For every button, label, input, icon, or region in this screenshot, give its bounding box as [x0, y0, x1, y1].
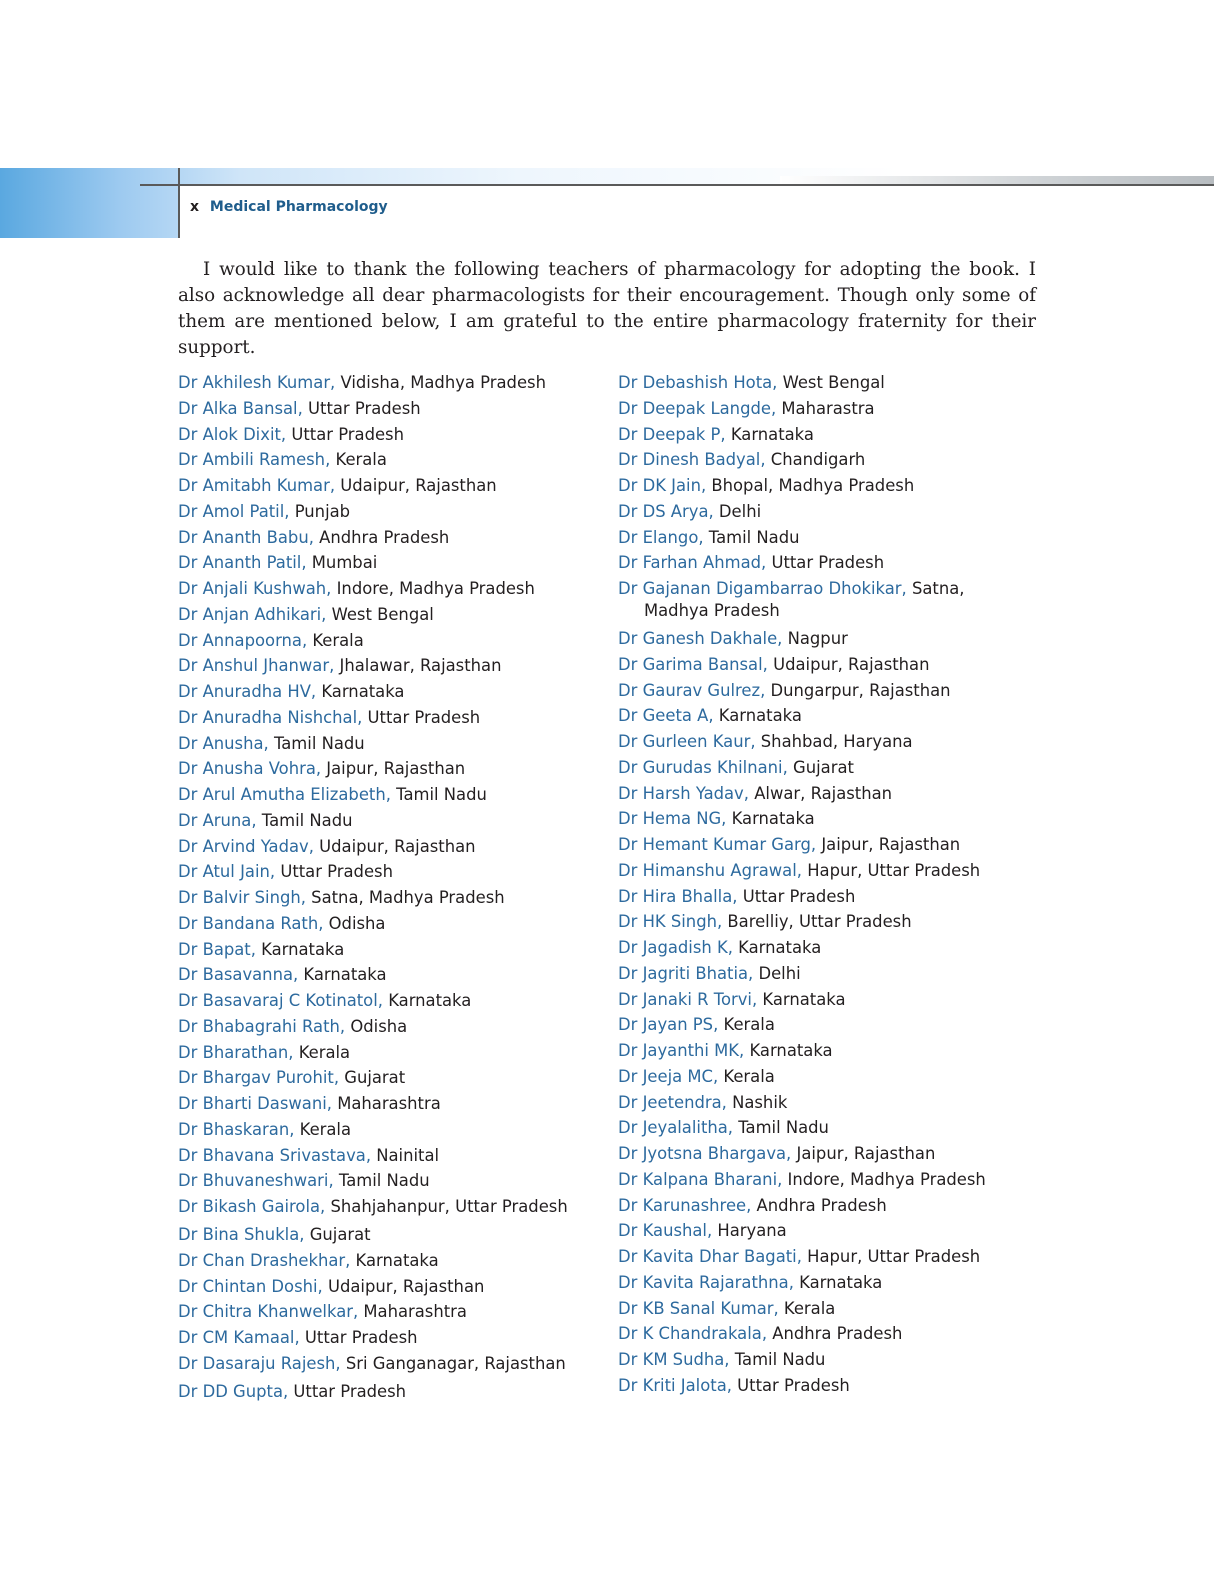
acknowledgement-entry [178, 808, 579, 834]
teacher-location: Chandigarh [765, 450, 866, 470]
teacher-name: Dr Kaushal, [618, 1221, 713, 1241]
acknowledgement-entry [618, 703, 1019, 729]
acknowledgement-entry [618, 858, 1019, 884]
acknowledgement-entry [178, 705, 579, 731]
teacher-name: Dr Jayanthi MK, [618, 1041, 745, 1060]
teacher-name: Dr Anusha Vohra, [178, 759, 322, 779]
teacher-location: West Bengal [777, 373, 885, 392]
teacher-location: Tamil Nadu [256, 810, 353, 830]
acknowledgement-entry [178, 602, 579, 628]
teacher-name: Dr Elango, [618, 527, 704, 547]
acknowledgement-entry [618, 422, 1019, 448]
teacher-location: Kerala [778, 1298, 836, 1318]
running-head [190, 199, 388, 215]
teacher-location: Vidisha, Madhya Pradesh [335, 373, 546, 392]
teacher-location: Karnataka [713, 706, 802, 726]
acknowledgement-entry [618, 576, 1019, 626]
teacher-location: Dungarpur, Rajasthan [765, 680, 951, 700]
teacher-location: Karnataka [757, 989, 846, 1009]
acknowledgement-entry [618, 652, 1019, 678]
teacher-name: Dr Himanshu Agrawal, [618, 860, 802, 880]
acknowledgement-entry [618, 1218, 1019, 1244]
right-column-list [618, 370, 1019, 1399]
acknowledgement-entry [618, 1167, 1019, 1193]
teacher-name: Dr Bhargav Purohit, [178, 1068, 340, 1088]
acknowledgement-entry [618, 626, 1019, 652]
teacher-location: Tamil Nadu [268, 733, 365, 753]
teacher-name: Dr Amol Patil, [178, 501, 290, 521]
teacher-name: Dr Anuradha Nishchal, [178, 707, 363, 727]
teacher-location: Tamil Nadu [729, 1350, 826, 1369]
teacher-name: Dr Amitabh Kumar, [178, 476, 336, 495]
teacher-location: Jaipur, Rajasthan [791, 1144, 936, 1163]
teacher-location: Haryana [712, 1221, 787, 1241]
teacher-name: Dr Janaki R Torvi, [618, 989, 758, 1009]
teacher-location: Kerala [718, 1015, 775, 1035]
acknowledgement-entry [178, 756, 579, 782]
acknowledgement-entry [618, 447, 1019, 473]
teacher-location: Karnataka [350, 1250, 439, 1270]
teacher-name: Dr Chintan Doshi, [178, 1276, 323, 1296]
acknowledgement-entry [618, 1244, 1019, 1270]
acknowledgement-entry [178, 834, 579, 860]
teacher-name: Dr Anshul Jhanwar, [178, 656, 335, 676]
teacher-name: Dr Dasaraju Rajesh, [178, 1353, 341, 1373]
teacher-location: Uttar Pradesh [288, 1381, 407, 1401]
teacher-location: Karnataka [732, 938, 822, 957]
teacher-name: Dr Debashish Hota, [618, 373, 778, 392]
intro-paragraph: I would like to thank the following teachers of pharmacology for adopting the book. I also acknowledge all dear pharmacologists for their encouragement. Though only some of them are mentioned below, I am grateful to the entire pharmacology fraternity for their support. [178, 259, 1036, 358]
teacher-location: Karnataka [726, 809, 815, 829]
teacher-name: Dr Jeetendra, [618, 1092, 727, 1112]
teacher-location: Uttar Pradesh [286, 424, 404, 444]
teacher-location: Jaipur, Rajasthan [816, 835, 961, 854]
teacher-location: Uttar Pradesh [731, 1375, 850, 1395]
acknowledgement-entry [618, 961, 1019, 987]
acknowledgement-entry [618, 935, 1019, 961]
teacher-name: Dr Bhavana Srivastava, [178, 1145, 372, 1165]
teacher-name: Dr DD Gupta, [178, 1381, 289, 1401]
teacher-location: Nainital [371, 1145, 440, 1165]
acknowledgement-entry [618, 525, 1019, 551]
teacher-name: Dr Hemant Kumar Garg, [618, 835, 817, 854]
acknowledgement-entry [618, 1064, 1019, 1090]
acknowledgement-entry [618, 678, 1019, 704]
teacher-location: West Bengal [326, 604, 434, 624]
teacher-name: Dr Akhilesh Kumar, [178, 373, 336, 392]
teacher-name: Dr Kavita Dhar Bagati, [618, 1247, 802, 1266]
teacher-name: Dr Anjan Adhikari, [178, 604, 327, 624]
teacher-location: Andhra Pradesh [751, 1195, 887, 1215]
acknowledgement-entry [618, 473, 1019, 499]
teacher-name: Dr Geeta A, [618, 706, 714, 726]
acknowledgement-entry [178, 1040, 579, 1066]
teacher-location: Kerala [330, 450, 387, 470]
teacher-name: Dr K Chandrakala, [618, 1324, 768, 1344]
teacher-location: Uttar Pradesh [275, 862, 393, 882]
acknowledgement-entry [178, 1351, 579, 1379]
teacher-location: Delhi [753, 963, 801, 983]
teacher-location: Hapur, Uttar Pradesh [802, 860, 981, 880]
teacher-location: Maharashtra [331, 1094, 441, 1113]
teacher-name: Dr Alka Bansal, [178, 398, 303, 418]
acknowledgement-entry [618, 1296, 1019, 1322]
acknowledgement-entry [618, 1038, 1019, 1064]
teacher-location: Satna, Madhya Pradesh [644, 579, 965, 620]
acknowledgement-entry [178, 962, 579, 988]
acknowledgement-entry [178, 1325, 579, 1351]
acknowledgement-entry [178, 370, 579, 396]
acknowledgement-entry [618, 755, 1019, 781]
acknowledgement-entry [178, 1168, 579, 1194]
teacher-name: Dr Anuradha HV, [178, 682, 317, 701]
acknowledgement-entry [178, 576, 579, 602]
acknowledgement-entry [618, 1347, 1019, 1373]
teacher-name: Dr Farhan Ahmad, [618, 553, 767, 573]
acknowledgement-entry [178, 885, 579, 911]
teacher-name: Dr Deepak P, [618, 424, 726, 444]
header-vertical-rule [178, 168, 180, 238]
acknowledgement-entry [618, 909, 1019, 935]
acknowledgement-entry [618, 832, 1019, 858]
acknowledgement-entry [618, 884, 1019, 910]
teacher-location: Tamil Nadu [733, 1118, 829, 1138]
teacher-location: Alwar, Rajasthan [748, 783, 893, 803]
teacher-name: Dr Jagriti Bhatia, [618, 963, 754, 983]
teacher-location: Andhra Pradesh [313, 527, 450, 547]
teacher-name: Dr Gajanan Digambarrao Dhokikar, [618, 579, 907, 598]
teacher-name: Dr Ambili Ramesh, [178, 450, 331, 470]
teacher-location: Maharastra [776, 398, 875, 418]
acknowledgement-entry [178, 396, 579, 422]
acknowledgement-entry [178, 782, 579, 808]
teacher-name: Dr Bhuvaneshwari, [178, 1171, 334, 1191]
acknowledgement-entry [178, 422, 579, 448]
teacher-location: Uttar Pradesh [362, 707, 481, 727]
teacher-location: Odisha [323, 913, 386, 933]
teacher-location: Gujarat [339, 1068, 406, 1088]
acknowledgement-entry [178, 988, 579, 1014]
teacher-location: Udaipur, Rajasthan [767, 654, 930, 674]
teacher-location: Karnataka [744, 1041, 833, 1060]
teacher-location: Uttar Pradesh [766, 553, 885, 573]
teacher-location: Uttar Pradesh [302, 398, 421, 418]
teacher-name: Dr Arvind Yadav, [178, 836, 314, 856]
acknowledgement-entry [618, 1090, 1019, 1116]
teacher-name: Dr Balvir Singh, [178, 888, 306, 907]
teacher-name: Dr Anusha, [178, 733, 269, 753]
teacher-name: Dr Aruna, [178, 810, 257, 830]
teacher-name: Dr Basavaraj C Kotinatol, [178, 991, 383, 1010]
teacher-name: Dr Hira Bhalla, [618, 886, 738, 906]
teacher-location: Punjab [289, 501, 351, 521]
acknowledgement-entry [178, 1065, 579, 1091]
acknowledgement-entry [178, 550, 579, 576]
teacher-location: Udaipur, Rajasthan [313, 836, 476, 856]
acknowledgement-entry [178, 473, 579, 499]
teacher-name: Dr Dinesh Badyal, [618, 450, 766, 470]
teacher-name: Dr Bharti Daswani, [178, 1094, 332, 1113]
acknowledgement-entry [618, 806, 1019, 832]
teacher-name: Dr Jeeja MC, [618, 1066, 719, 1086]
teacher-name: Dr Chitra Khanwelkar, [178, 1302, 359, 1322]
teacher-location: Bhopal, Madhya Pradesh [706, 476, 915, 495]
acknowledgement-entry [618, 1012, 1019, 1038]
teacher-location: Karnataka [725, 424, 814, 444]
teacher-location: Hapur, Uttar Pradesh [801, 1247, 981, 1266]
acknowledgement-entry [618, 1115, 1019, 1141]
teacher-location: Udaipur, Rajasthan [322, 1276, 485, 1296]
teacher-name: Dr Garima Bansal, [618, 654, 768, 674]
teacher-location: Karnataka [298, 965, 387, 985]
acknowledgement-entry [178, 937, 579, 963]
acknowledgement-entry [178, 911, 579, 937]
teacher-name: Dr Alok Dixit, [178, 424, 287, 444]
acknowledgement-entry [178, 525, 579, 551]
teacher-location: Maharashtra [358, 1302, 467, 1322]
teacher-location: Shahbad, Haryana [755, 732, 913, 751]
acknowledgement-entry [618, 1321, 1019, 1347]
acknowledgement-entry [618, 370, 1019, 396]
acknowledgement-entry [178, 1117, 579, 1143]
acknowledgement-entry [178, 1274, 579, 1300]
teacher-location: Shahjahanpur, Uttar Pradesh [325, 1197, 568, 1216]
teacher-name: Dr Bapat, [178, 939, 256, 959]
acknowledgement-entry [618, 396, 1019, 422]
header-rule [140, 184, 1214, 186]
teacher-name: Dr Ananth Patil, [178, 553, 307, 573]
acknowledgement-entry [618, 550, 1019, 576]
acknowledgement-entry [618, 1141, 1019, 1167]
teacher-location: Nagpur [782, 629, 848, 648]
teacher-location: Tamil Nadu [703, 527, 800, 547]
teacher-location: Gujarat [304, 1225, 371, 1244]
teacher-location: Uttar Pradesh [299, 1328, 418, 1347]
teacher-name: Dr Bandana Rath, [178, 913, 324, 933]
teacher-name: Dr Harsh Yadav, [618, 783, 749, 803]
acknowledgement-entry [178, 1299, 579, 1325]
teacher-location: Tamil Nadu [390, 785, 487, 804]
teacher-location: Kerala [293, 1042, 351, 1062]
teacher-name: Dr Chan Drashekhar, [178, 1250, 351, 1270]
teacher-name: Dr Anjali Kushwah, [178, 579, 332, 598]
teacher-location: Satna, Madhya Pradesh [305, 888, 505, 907]
acknowledgement-entry [178, 1143, 579, 1169]
teacher-location: Jaipur, Rajasthan [321, 759, 466, 779]
teacher-name: Dr KM Sudha, [618, 1350, 730, 1369]
teacher-name: Dr Deepak Langde, [618, 398, 777, 418]
teacher-name: Dr Gaurav Gulrez, [618, 680, 766, 700]
teacher-name: Dr Ganesh Dakhale, [618, 629, 783, 648]
teacher-name: Dr Jayan PS, [618, 1015, 719, 1035]
teacher-name: Dr Ananth Babu, [178, 527, 314, 547]
teacher-location: Jhalawar, Rajasthan [334, 656, 502, 676]
acknowledgement-entry [618, 1270, 1019, 1296]
teacher-name: Dr Annapoorna, [178, 630, 308, 650]
acknowledgement-entry [178, 1014, 579, 1040]
acknowledgement-entry [178, 447, 579, 473]
teacher-name: Dr Bina Shukla, [178, 1225, 305, 1244]
teacher-location: Karnataka [316, 682, 405, 701]
teacher-location: Uttar Pradesh [737, 886, 856, 906]
teacher-location: Kerala [307, 630, 364, 650]
teacher-name: Dr Kavita Rajarathna, [618, 1272, 794, 1292]
teacher-location: Indore, Madhya Pradesh [782, 1169, 986, 1189]
teacher-location: Sri Ganganagar, Rajasthan [340, 1353, 566, 1373]
teacher-name: Dr Hema NG, [618, 809, 727, 829]
teacher-name: Dr Atul Jain, [178, 862, 276, 882]
teacher-location: Barelliy, Uttar Pradesh [722, 912, 912, 932]
teacher-location: Gujarat [787, 757, 854, 777]
teacher-location: Kerala [718, 1066, 775, 1086]
teacher-name: Dr Kalpana Bharani, [618, 1169, 783, 1189]
acknowledgement-entry [178, 1091, 579, 1117]
teacher-location: Tamil Nadu [333, 1171, 430, 1191]
acknowledgement-entry [178, 1379, 579, 1405]
teacher-name: Dr CM Kamaal, [178, 1328, 300, 1347]
teacher-location: Karnataka [255, 939, 345, 959]
teacher-name: Dr Kriti Jalota, [618, 1375, 732, 1395]
teacher-name: Dr DS Arya, [618, 501, 714, 521]
left-column-list [178, 370, 579, 1405]
acknowledgement-entry [178, 731, 579, 757]
teacher-name: Dr HK Singh, [618, 912, 723, 932]
teacher-location: Nashik [726, 1092, 788, 1112]
teacher-name: Dr Bhaskaran, [178, 1119, 295, 1139]
acknowledgement-entry [178, 1248, 579, 1274]
acknowledgement-entry [178, 1194, 579, 1222]
teacher-name: Dr Jeyalalitha, [618, 1118, 734, 1138]
teacher-name: Dr Bikash Gairola, [178, 1197, 326, 1216]
teacher-name: Dr Gurudas Khilnani, [618, 757, 788, 777]
teacher-name: Dr Jyotsna Bhargava, [618, 1144, 792, 1163]
teacher-location: Karnataka [382, 991, 472, 1010]
teacher-location: Kerala [294, 1119, 352, 1139]
acknowledgement-entry [178, 628, 579, 654]
acknowledgement-entry [178, 653, 579, 679]
teacher-location: Mumbai [306, 553, 378, 573]
acknowledgement-entry [178, 679, 579, 705]
acknowledgement-entry [618, 987, 1019, 1013]
teacher-location: Odisha [345, 1016, 408, 1036]
teacher-name: Dr KB Sanal Kumar, [618, 1298, 779, 1318]
page-number: x [190, 199, 200, 215]
teacher-location: Udaipur, Rajasthan [335, 476, 497, 495]
acknowledgement-entry [618, 1193, 1019, 1219]
acknowledgement-entry [618, 499, 1019, 525]
teacher-name: Dr Arul Amutha Elizabeth, [178, 785, 391, 804]
teacher-location: Andhra Pradesh [767, 1324, 903, 1344]
acknowledgement-entry [618, 1373, 1019, 1399]
book-title: Medical Pharmacology [209, 199, 388, 215]
acknowledgement-entry [618, 729, 1019, 755]
acknowledgement-entry [178, 1222, 579, 1248]
teacher-name: Dr Bhabagrahi Rath, [178, 1016, 346, 1036]
teacher-location: Delhi [713, 501, 762, 521]
teacher-name: Dr Gurleen Kaur, [618, 732, 756, 751]
acknowledgement-entry [618, 781, 1019, 807]
teacher-name: Dr Karunashree, [618, 1195, 752, 1215]
acknowledgement-entry [178, 859, 579, 885]
acknowledgement-entry [178, 499, 579, 525]
teacher-name: Dr Basavanna, [178, 965, 299, 985]
teacher-location: Indore, Madhya Pradesh [331, 579, 535, 598]
teacher-location: Karnataka [793, 1272, 883, 1292]
teacher-name: Dr DK Jain, [618, 476, 707, 495]
teacher-name: Dr Jagadish K, [618, 938, 733, 957]
teacher-name: Dr Bharathan, [178, 1042, 294, 1062]
